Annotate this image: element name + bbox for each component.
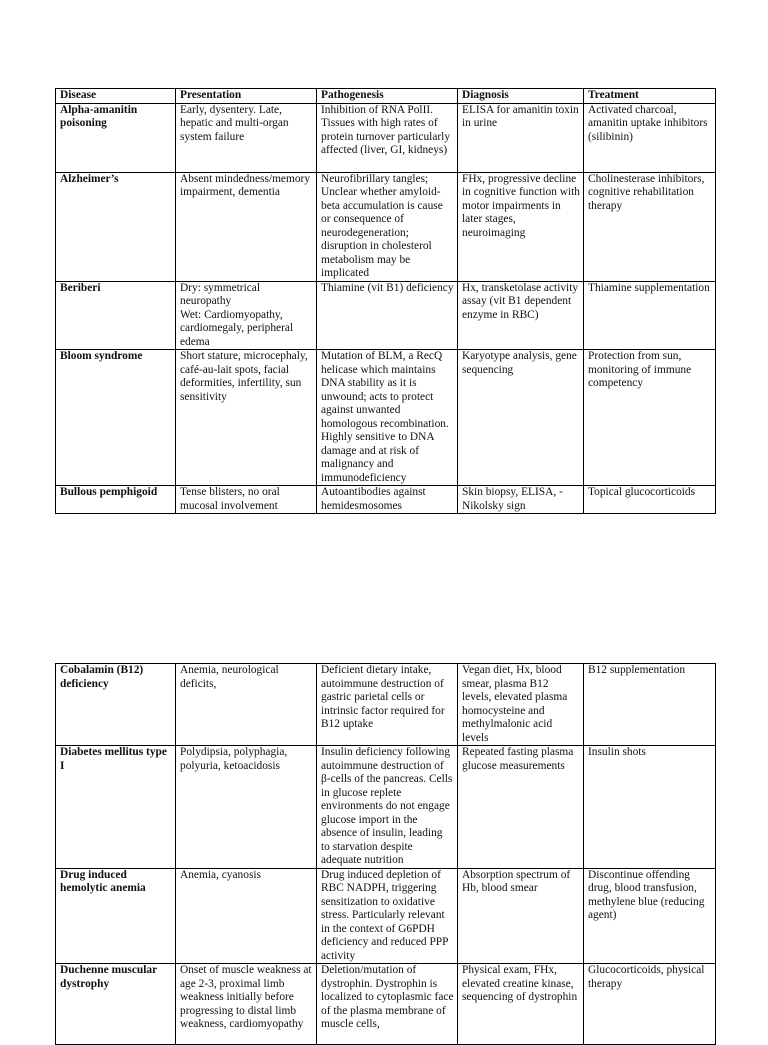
disease-cell: Bloom syndrome xyxy=(56,350,176,486)
treatment-cell: B12 supplementation xyxy=(584,664,716,746)
presentation-cell: Dry: symmetrical neuropathy Wet: Cardiomyopathy, cardiomegaly, peripheral edema xyxy=(176,281,317,350)
table-row xyxy=(56,172,716,281)
disease-cell: Cobalamin (B12) deficiency xyxy=(56,664,176,746)
disease-cell: Duchenne muscular dystrophy xyxy=(56,964,176,1045)
disease-cell: Drug induced hemolytic anemia xyxy=(56,868,176,964)
disease-cell: Beriberi xyxy=(56,281,176,350)
table-header-row xyxy=(56,89,716,104)
presentation-cell: Anemia, neurological deficits, xyxy=(176,664,317,746)
pathogenesis-cell: Inhibition of RNA PolII. Tissues with high rates of protein turnover particularly affected (liver, GI, kidneys) xyxy=(317,103,458,172)
table-row xyxy=(56,664,716,746)
pathogenesis-cell: Drug induced depletion of RBC NADPH, triggering sensitization to oxidative stress. Particularly relevant in the context of G6PDH deficiency and reduced PPP activity xyxy=(317,868,458,964)
pathogenesis-cell: Mutation of BLM, a RecQ helicase which maintains DNA stability as it is unwound; acts to protect against unwanted homologous recombination. Highly sensitive to DNA damage and at risk of malignancy and immunodeficiency xyxy=(317,350,458,486)
diagnosis-cell: Vegan diet, Hx, blood smear, plasma B12 levels, elevated plasma homocysteine and methylmalonic acid levels xyxy=(458,664,584,746)
table-row xyxy=(56,350,716,486)
header-treatment: Treatment xyxy=(584,89,716,104)
disease-cell: Alzheimer’s xyxy=(56,172,176,281)
treatment-cell: Protection from sun, monitoring of immune competency xyxy=(584,350,716,486)
diagnosis-cell: Physical exam, FHx, elevated creatine kinase, sequencing of dystrophin xyxy=(458,964,584,1045)
diagnosis-cell: ELISA for amanitin toxin in urine xyxy=(458,103,584,172)
table-row xyxy=(56,868,716,964)
diagnosis-cell: Hx, transketolase activity assay (vit B1 dependent enzyme in RBC) xyxy=(458,281,584,350)
pathogenesis-cell: Deletion/mutation of dystrophin. Dystrophin is localized to cytoplasmic face of the plasma membrane of muscle cells, xyxy=(317,964,458,1045)
header-diagnosis: Diagnosis xyxy=(458,89,584,104)
disease-table-bottom xyxy=(55,663,716,1045)
disease-table-top xyxy=(55,88,716,514)
pathogenesis-cell: Insulin deficiency following autoimmune destruction of β-cells of the pancreas. Cells in glucose replete environments do not engage glucose import in the absence of insulin, leading to starvation despite adequate nutrition xyxy=(317,746,458,869)
header-disease: Disease xyxy=(56,89,176,104)
disease-cell: Diabetes mellitus type I xyxy=(56,746,176,869)
presentation-cell: Onset of muscle weakness at age 2-3, proximal limb weakness initially before progressing to distal limb weakness, cardiomyopathy xyxy=(176,964,317,1045)
disease-cell: Alpha-amanitin poisoning xyxy=(56,103,176,172)
treatment-cell: Insulin shots xyxy=(584,746,716,869)
diagnosis-cell: Karyotype analysis, gene sequencing xyxy=(458,350,584,486)
disease-cell: Bullous pemphigoid xyxy=(56,486,176,514)
diagnosis-cell: FHx, progressive decline in cognitive function with motor impairments in later stages, neuroimaging xyxy=(458,172,584,281)
presentation-cell: Absent mindedness/memory impairment, dementia xyxy=(176,172,317,281)
diagnosis-cell: Skin biopsy, ELISA, - Nikolsky sign xyxy=(458,486,584,514)
presentation-cell: Anemia, cyanosis xyxy=(176,868,317,964)
header-presentation: Presentation xyxy=(176,89,317,104)
presentation-cell: Early, dysentery. Late, hepatic and multi-organ system failure xyxy=(176,103,317,172)
treatment-cell: Cholinesterase inhibitors, cognitive rehabilitation therapy xyxy=(584,172,716,281)
pathogenesis-cell: Autoantibodies against hemidesmosomes xyxy=(317,486,458,514)
presentation-cell: Short stature, microcephaly, café-au-lait spots, facial deformities, infertility, sun sensitivity xyxy=(176,350,317,486)
pathogenesis-cell: Deficient dietary intake, autoimmune destruction of gastric parietal cells or intrinsic factor required for B12 uptake xyxy=(317,664,458,746)
table-row xyxy=(56,746,716,869)
table-row xyxy=(56,103,716,172)
pathogenesis-cell: Thiamine (vit B1) deficiency xyxy=(317,281,458,350)
presentation-cell: Tense blisters, no oral mucosal involvement xyxy=(176,486,317,514)
treatment-cell: Activated charcoal, amanitin uptake inhibitors (silibinin) xyxy=(584,103,716,172)
header-pathogenesis: Pathogenesis xyxy=(317,89,458,104)
table-row xyxy=(56,964,716,1045)
presentation-cell: Polydipsia, polyphagia, polyuria, ketoacidosis xyxy=(176,746,317,869)
diagnosis-cell: Absorption spectrum of Hb, blood smear xyxy=(458,868,584,964)
treatment-cell: Glucocorticoids, physical therapy xyxy=(584,964,716,1045)
treatment-cell: Thiamine supplementation xyxy=(584,281,716,350)
diagnosis-cell: Repeated fasting plasma glucose measurements xyxy=(458,746,584,869)
treatment-cell: Topical glucocorticoids xyxy=(584,486,716,514)
treatment-cell: Discontinue offending drug, blood transfusion, methylene blue (reducing agent) xyxy=(584,868,716,964)
pathogenesis-cell: Neurofibrillary tangles; Unclear whether amyloid-beta accumulation is cause or consequence of neurodegeneration; disruption in cholesterol metabolism may be implicated xyxy=(317,172,458,281)
table-row xyxy=(56,281,716,350)
table-row xyxy=(56,486,716,514)
